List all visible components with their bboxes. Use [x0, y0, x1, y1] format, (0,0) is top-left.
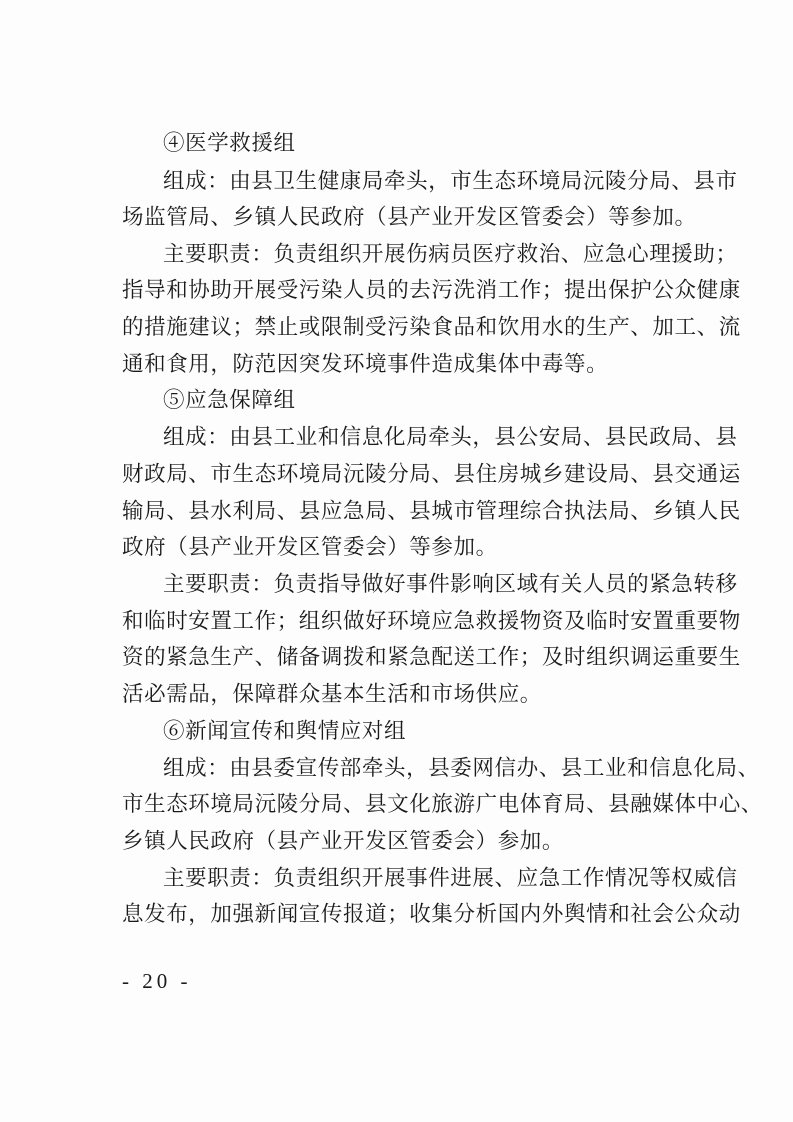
section-heading-emergency-support: ⑤应急保障组 [163, 388, 296, 413]
paragraph-line: 场监管局、乡镇人民政府（县产业开发区管委会）等参加。 [122, 205, 697, 230]
paragraph-line: 主要职责：负责指导做好事件影响区域有关人员的紧急转移 [163, 572, 738, 597]
paragraph-line: 的措施建议；禁止或限制受污染食品和饮用水的生产、加工、流 [122, 315, 741, 340]
paragraph-line: 组成：由县工业和信息化局牵头，县公安局、县民政局、县 [163, 425, 738, 450]
paragraph-line: 主要职责：负责组织开展伤病员医疗救治、应急心理援助； [163, 242, 738, 267]
paragraph-line: 组成：由县卫生健康局牵头，市生态环境局沅陵分局、县市 [163, 169, 738, 194]
paragraph-line: 主要职责：负责组织开展事件进展、应急工作情况等权威信 [163, 866, 738, 891]
page-number: - 20 - [122, 969, 192, 993]
section-heading-news-publicity: ⑥新闻宣传和舆情应对组 [163, 719, 407, 744]
section-heading-medical-rescue: ④医学救援组 [163, 131, 296, 156]
paragraph-line: 指导和协助开展受污染人员的去污洗消工作；提出保护公众健康 [122, 278, 741, 303]
paragraph-line: 息发布，加强新闻宣传报道；收集分析国内外舆情和社会公众动 [122, 902, 741, 927]
paragraph-line: 市生态环境局沅陵分局、县文化旅游广电体育局、县融媒体中心、 [122, 792, 763, 817]
paragraph-line: 和临时安置工作；组织做好环境应急救援物资及临时安置重要物 [122, 609, 741, 634]
paragraph-line: 活必需品，保障群众基本生活和市场供应。 [122, 682, 542, 707]
paragraph-line: 资的紧急生产、储备调拨和紧急配送工作；及时组织调运重要生 [122, 645, 741, 670]
paragraph-line: 乡镇人民政府（县产业开发区管委会）参加。 [122, 829, 565, 854]
paragraph-line: 政府（县产业开发区管委会）等参加。 [122, 535, 498, 560]
paragraph-line: 财政局、市生态环境局沅陵分局、县住房城乡建设局、县交通运 [122, 462, 741, 487]
paragraph-line: 组成：由县委宣传部牵头，县委网信办、县工业和信息化局、 [163, 756, 760, 781]
paragraph-line: 输局、县水利局、县应急局、县城市管理综合执法局、乡镇人民 [122, 499, 741, 524]
paragraph-line: 通和食用，防范因突发环境事件造成集体中毒等。 [122, 352, 609, 377]
